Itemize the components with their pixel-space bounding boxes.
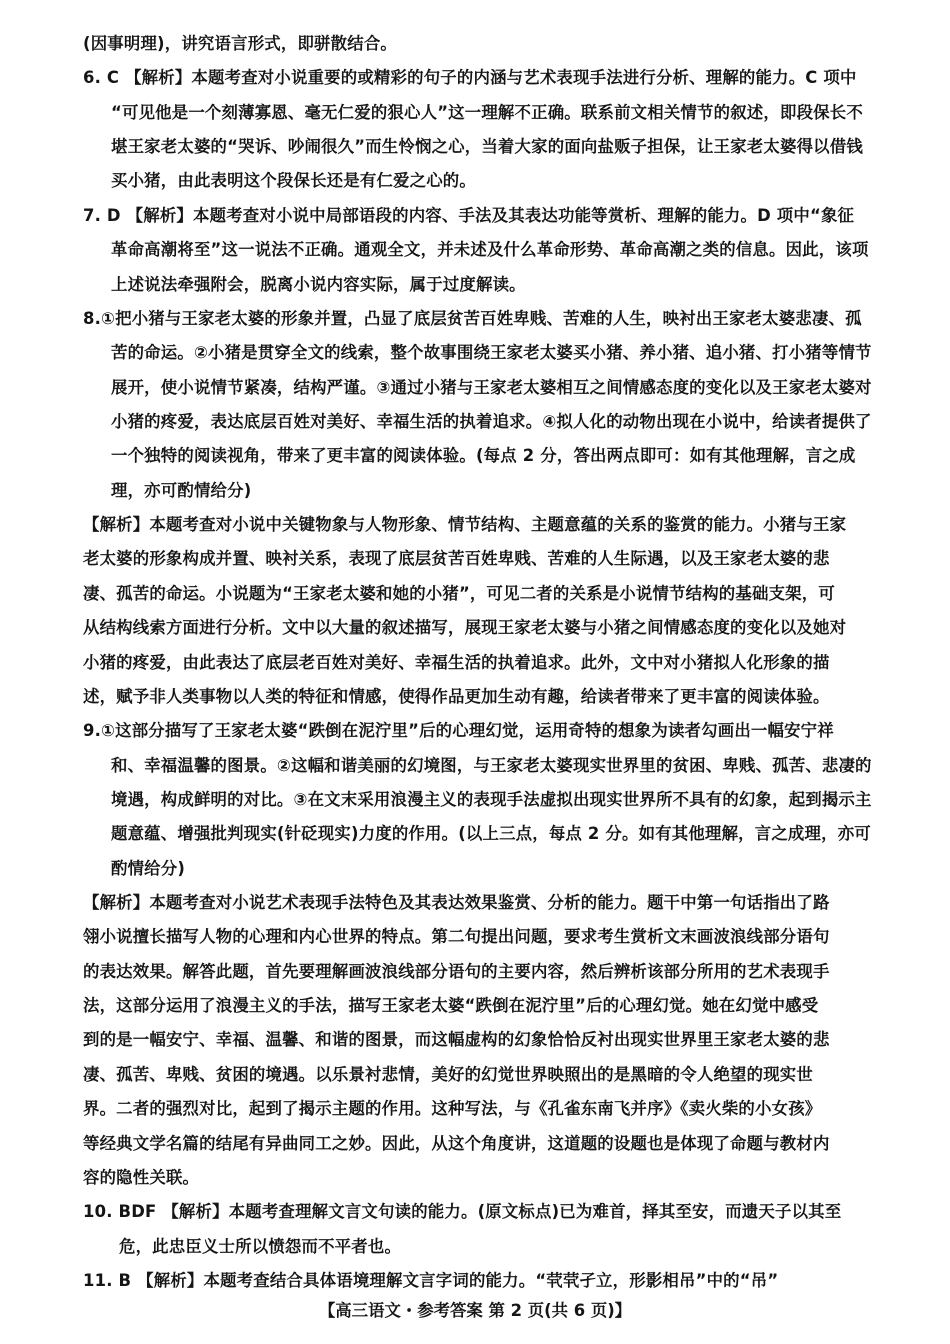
q6-line-1: 6. C 【解析】本题考查对小说重要的或精彩的句子的内涵与艺术表现手法进行分析、理解的能力。C 项中 [83, 68, 857, 87]
q7-line-3: 上述说法牵强附会，脱离小说内容实际，属于过度解读。 [111, 275, 526, 294]
q8-analysis-line-5: 小猪的疼爱，由此表达了底层老百姓对美好、幸福生活的执着追求。此外，文中对小猪拟人化形象的描 [83, 653, 830, 672]
q6-line-4: 买小猪，由此表明这个段保长还是有仁爱之心的。 [111, 171, 476, 190]
q9-line-4: 题意蕴、增强批判现实(针砭现实)力度的作用。(以上三点，每点 2 分。如有其他理解，言之成理，亦可 [111, 824, 871, 843]
q8-line-4: 小猪的疼爱，表达底层百姓对美好、幸福生活的执着追求。④拟人化的动物出现在小说中，给读者提供了 [111, 412, 872, 431]
q9-line-2: 和、幸福温馨的图景。②这幅和谐美丽的幻境图，与王家老太婆现实世界里的贫困、卑贱、孤苦、悲凄的 [111, 756, 872, 775]
q8-line-3: 展开，使小说情节紧凑，结构严谨。③通过小猪与王家老太婆相互之间情感态度的变化以及王家老太婆对 [111, 378, 872, 397]
q8-analysis-line-6: 述，赋予非人类事物以人类的特征和情感，使得作品更加生动有趣，给读者带来了更丰富的阅读体验。 [83, 687, 830, 706]
q8-line-5: 一个独特的阅读视角，带来了更丰富的阅读体验。(每点 2 分，答出两点即可：如有其他理解，言之成 [111, 446, 856, 465]
q9-analysis-line-1: 【解析】本题考查对小说艺术表现手法特色及其表达效果鉴赏、分析的能力。题干中第一句话指出了路 [83, 893, 830, 912]
q11-line-1: 11. B 【解析】本题考查结合具体语境理解文言字词的能力。“茕茕孑立，形影相吊”中的“吊” [83, 1271, 779, 1290]
q9-line-1: 9.①这部分描写了王家老太婆“跌倒在泥泞里”后的心理幻觉，运用奇特的想象为读者勾画出一幅安宁祥 [83, 721, 834, 740]
q8-analysis-line-3: 凄、孤苦的命运。小说题为“王家老太婆和她的小猪”，可见二者的关系是小说情节结构的基础支架，可 [83, 584, 835, 603]
text-line-1: (因事明理)，讲究语言形式，即骈散结合。 [83, 34, 398, 53]
q8-line-6: 理，亦可酌情给分) [111, 481, 252, 500]
q6-line-3: 堪王家老太婆的“哭诉、吵闹很久”而生怜悯之心，当着大家的面向盐贩子担保，让王家老太婆得以借钱 [111, 137, 863, 156]
q9-line-3: 境遇，构成鲜明的对比。③在文末采用浪漫主义的表现手法虚拟出现实世界所不具有的幻象，起到揭示主 [111, 790, 872, 809]
q9-analysis-line-8: 等经典文学名篇的结尾有异曲同工之妙。因此，从这个角度讲，这道题的设题也是体现了命题与教材内 [83, 1134, 830, 1153]
q9-analysis-line-2: 翎小说擅长描写人物的心理和内心世界的特点。第二句提出问题，要求考生赏析文末画波浪线部分语句 [83, 927, 830, 946]
q9-analysis-line-7: 界。二者的强烈对比，起到了揭示主题的作用。这种写法，与《孔雀东南飞并序》《卖火柴的小女孩》 [83, 1099, 822, 1118]
q9-analysis-line-3: 的表达效果。解答此题，首先要理解画波浪线部分语句的主要内容，然后辨析该部分所用的艺术表现手 [83, 962, 830, 981]
q9-line-5: 酌情给分) [111, 859, 186, 878]
q7-line-1: 7. D 【解析】本题考查对小说中局部语段的内容、手法及其表达功能等赏析、理解的能力。D 项中“象征 [83, 206, 855, 225]
q9-analysis-line-9: 容的隐性关联。 [83, 1168, 200, 1187]
page-footer: 【高三语文・参考答案 第 2 页(共 6 页)】 [318, 1301, 632, 1320]
q8-line-1: 8.①把小猪与王家老太婆的形象并置，凸显了底层贫苦百姓卑贱、苦难的人生，映衬出王家老太婆悲凄、孤 [83, 309, 862, 328]
q8-analysis-line-4: 从结构线索方面进行分析。文中以大量的叙述描写，展现王家老太婆与小猪之间情感态度的变化以及她对 [83, 618, 847, 637]
q8-line-2: 苦的命运。②小猪是贯穿全文的线索，整个故事围绕王家老太婆买小猪、养小猪、追小猪、打小猪等情节 [111, 343, 872, 362]
q9-analysis-line-6: 凄、孤苦、卑贱、贫困的境遇。以乐景衬悲情，美好的幻觉世界映照出的是黑暗的令人绝望的现实世 [83, 1065, 813, 1084]
q10-line-1: 10. BDF 【解析】本题考查理解文言文句读的能力。(原文标点)已为难首，择其至安，而遗天子以其至 [83, 1202, 842, 1221]
q9-analysis-line-5: 到的是一幅安宁、幸福、温馨、和谐的图景，而这幅虚构的幻象恰恰反衬出现实世界里王家老太婆的悲 [83, 1030, 830, 1049]
q9-analysis-line-4: 法，这部分运用了浪漫主义的手法，描写王家老太婆“跌倒在泥泞里”后的心理幻觉。她在幻觉中感受 [83, 996, 819, 1015]
q6-line-2: “可见他是一个刻薄寡恩、毫无仁爱的狠心人”这一理解不正确。联系前文相关情节的叙述，即段保长不 [111, 103, 863, 122]
q8-analysis-line-2: 老太婆的形象构成并置、映衬关系，表现了底层贫苦百姓卑贱、苦难的人生际遇，以及王家老太婆的悲 [83, 549, 830, 568]
q8-analysis-line-1: 【解析】本题考查对小说中关键物象与人物形象、情节结构、主题意蕴的关系的鉴赏的能力。小猪与王家 [83, 515, 847, 534]
q10-line-2: 危，此忠臣义士所以愤怨而不平者也。 [119, 1237, 402, 1256]
q7-line-2: 革命高潮将至”这一说法不正确。通观全文，并未述及什么革命形势、革命高潮之类的信息。因此，该项 [111, 240, 869, 259]
